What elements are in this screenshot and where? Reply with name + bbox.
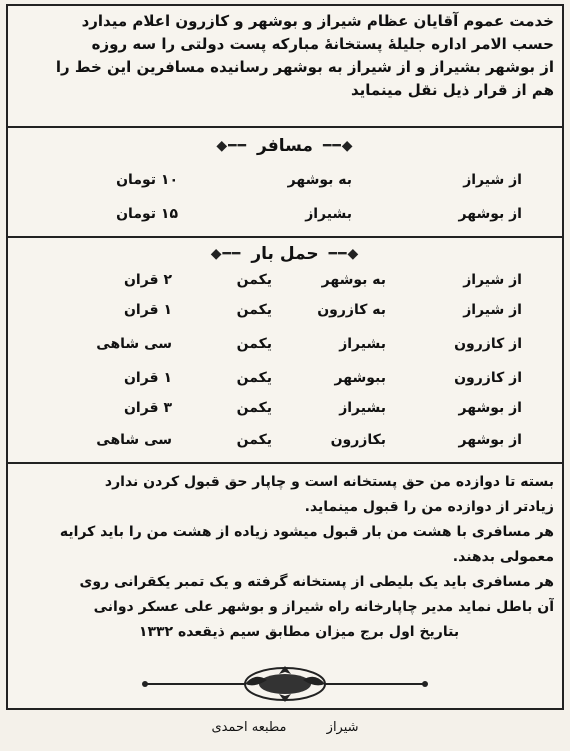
from-cell: از بوشهر [458, 432, 522, 448]
to-cell: بشیراز [339, 336, 386, 352]
price-cell: سی شاهی [96, 432, 172, 448]
intro-line: هم از قرار ذیل نقل مینماید [350, 81, 554, 99]
ornament-right-icon: ━━◆ [322, 138, 354, 154]
from-cell: از کازرون [454, 370, 522, 386]
printer-press: مطبعه احمدی [211, 720, 287, 735]
passenger-row [8, 206, 562, 230]
price-cell: ۲ قران [123, 272, 172, 288]
unit-cell: یکمن [236, 302, 272, 318]
notes-section [8, 470, 562, 645]
ornamental-vignette-icon [8, 664, 562, 704]
price-cell: سی شاهی [96, 336, 172, 352]
intro-line: حسب الامر اداره جلیلهٔ پستخانهٔ مبارکه پست دولتی را سه روزه [91, 35, 554, 53]
cargo-heading [8, 244, 562, 264]
cargo-row [8, 432, 562, 456]
to-cell: ببوشهر [334, 370, 386, 386]
note-line: معمولی بدهند. [452, 549, 554, 565]
notice-sheet [6, 4, 564, 710]
cargo-title: حمل بار [251, 244, 319, 264]
note-line: هر مسافری با هشت من بار قبول میشود زیاده از هشت من را باید کرایه [59, 524, 554, 540]
note-line: بسته تا دوازده من حق پستخانه است و چاپار حق قبول کردن ندارد [104, 474, 554, 490]
cargo-row [8, 302, 562, 326]
cargo-row [8, 272, 562, 296]
passengers-heading [8, 136, 562, 156]
intro-line: از بوشهر بشیراز و از شیراز به بوشهر رسانیده مسافرین این خط را [55, 58, 554, 76]
date-line [16, 620, 554, 645]
price-cell: ۱۰ تومان [116, 172, 178, 188]
cargo-row [8, 370, 562, 394]
to-cell: بشیراز [339, 400, 386, 416]
cargo-row [8, 336, 562, 360]
from-cell: از بوشهر [458, 206, 522, 222]
price-cell: ۱ قران [123, 370, 172, 386]
divider [8, 462, 562, 464]
unit-cell: یکمن [236, 432, 272, 448]
to-cell: به بوشهر [321, 272, 386, 288]
cargo-row [8, 400, 562, 424]
from-cell: از شیراز [463, 302, 522, 318]
unit-cell: یکمن [236, 400, 272, 416]
to-cell: بشیراز [305, 206, 352, 222]
from-cell: از شیراز [463, 272, 522, 288]
date-text: بتاریخ اول برج میزان مطابق سیم ذیقعده [177, 624, 460, 640]
to-cell: به کازرون [317, 302, 386, 318]
intro-line: خدمت عموم آقایان عظام شیراز و بوشهر و کازرون اعلام میدارد [81, 12, 554, 30]
passenger-row [8, 172, 562, 196]
from-cell: از کازرون [454, 336, 522, 352]
price-cell: ۳ قران [123, 400, 172, 416]
date-year: ۱۳۳۲ [138, 624, 174, 640]
note-line: هر مسافری باید یک بلیطی از پستخانه گرفته و یک تمبر یکقرانی روی [79, 574, 554, 590]
printer-city: شیراز [326, 720, 359, 735]
to-cell: بکازرون [330, 432, 386, 448]
ornament-left-icon: ◆━━ [210, 246, 242, 262]
printer-imprint [0, 720, 570, 735]
unit-cell: یکمن [236, 370, 272, 386]
from-cell: از شیراز [463, 172, 522, 188]
passengers-title: مسافر [257, 136, 313, 156]
price-cell: ۱۵ تومان [116, 206, 178, 222]
divider [8, 126, 562, 128]
note-line: آن باطل نماید مدیر چاپارخانه راه شیراز و بوشهر علی عسکر دوانی [93, 599, 554, 615]
unit-cell: یکمن [236, 272, 272, 288]
intro-paragraph [8, 6, 562, 130]
price-cell: ۱ قران [123, 302, 172, 318]
unit-cell: یکمن [236, 336, 272, 352]
ornament-left-icon: ◆━━ [216, 138, 248, 154]
to-cell: به بوشهر [287, 172, 352, 188]
divider [8, 236, 562, 238]
note-line: زیادتر از دوازده من را قبول مینماید. [304, 499, 554, 515]
from-cell: از بوشهر [458, 400, 522, 416]
ornament-right-icon: ━━◆ [328, 246, 360, 262]
